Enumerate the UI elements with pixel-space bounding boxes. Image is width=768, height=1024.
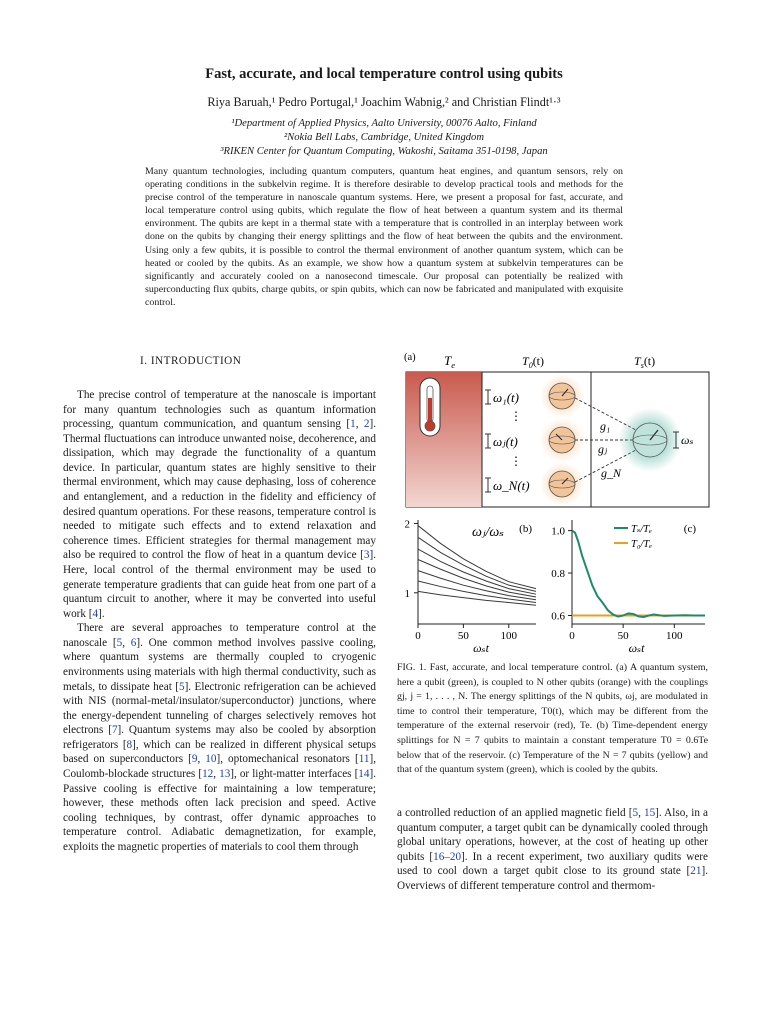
citation-link[interactable]: 12: [202, 768, 214, 781]
reservoir-temp-label: $T_e$: [444, 353, 456, 370]
qubits-temp-label: $T_0(t)$: [522, 354, 545, 370]
x-tick-label: 50: [457, 630, 469, 642]
legend-label: Tₛ/Tₑ: [631, 524, 652, 535]
citation-link[interactable]: 5: [632, 807, 639, 819]
legend-label: T₀/Tₑ: [631, 539, 652, 550]
gN-label: g_N: [601, 466, 622, 480]
citation-link[interactable]: 6: [130, 636, 137, 649]
intro-paragraph-2: There are several approaches to temperature control at the nanoscale [5, 6]. One common method involves passive cooling, where quantum systems are thermally coupled to cryogenic environments using materials with high thermal conductivity, such as metals, to dissipate heat [5]. Electronic refrigeration can be achieved with NIS (normal-metal/insulator/superconductor) junctions, where the energy-dependent tunneling of charges selectively removes hot electrons [7]. Quantum systems may also be cooled by absorption refrigerators [8], which can be realized in different physical setups based on superconductors [9, 10], optomechanical resonators [11], Coulomb-blockade structures [12, 13], or light-matter interfaces [14]. Passive cooling is effective for maintaining a low temperature; however, these methods often lack precision and speed. Active cooling techniques, by contrast, offer dynamic approaches to temperature control. Adiabatic demagnetization, for example, exploits the magnetic properties of materials to cool them through: [63, 622, 377, 853]
chart-b-title: ωⱼ/ωₛ: [471, 525, 505, 540]
y-tick-label: 0.8: [551, 568, 565, 581]
x-tick-label: 50: [617, 630, 629, 642]
qubit-orange-N: [540, 462, 584, 506]
omega-N-label: ω_N(t): [493, 478, 530, 493]
omega-1-label: ω₁(t): [493, 390, 519, 405]
affiliation-3: ³RIKEN Center for Quantum Computing, Wakoshi, Saitama 351-0198, Japan: [220, 146, 548, 157]
citation-link[interactable]: 8: [126, 738, 133, 751]
gj-label: gⱼ: [598, 442, 608, 456]
chart-b-panel-label: (b): [519, 523, 532, 535]
omega-s-label: ωₛ: [681, 433, 694, 447]
y-tick-label: 1.0: [551, 525, 565, 538]
citation-link[interactable]: 5: [178, 680, 185, 693]
qubit-orange-1: [540, 374, 584, 418]
x-tick-label: 0: [415, 630, 421, 642]
qubit-green-system: [618, 408, 682, 472]
citation-link[interactable]: 16–20: [433, 850, 462, 863]
citation-link[interactable]: 10: [205, 753, 217, 766]
citation-link[interactable]: 13: [219, 768, 231, 781]
chart-c-panel-label: (c): [683, 523, 696, 535]
x-tick-label: 100: [500, 630, 518, 642]
citation-link[interactable]: 5: [116, 636, 123, 649]
citation-link[interactable]: 3: [363, 549, 370, 562]
system-temp-label: $T_s(t)$: [634, 354, 656, 370]
panel-a-label: (a): [404, 352, 416, 363]
abstract: Many quantum technologies, including quantum computers, quantum heat engines, and quantum sensors, rely on operating conditions in the subkelvin regime. It is therefore desirable to develop practical tools and methods for the precise control of the temperature in nanoscale quantum systems. Here, we present a proposal for fast, accurate, and local temperature control using qubits, which regulate the flow of heat between a quantum system and its thermal environment. The qubits are kept in a thermal state with a temperature that is controlled in an interplay between work done on the qubits by changing their energy splittings and the flow of heat between the qubits and the environment. Using only a few qubits, it is possible to control the thermal environment of another quantum system, which can be heated or cooled by the qubits. As an example, we show how a quantum system at subkelvin temperatures can be significantly and accurately cooled on a nanosecond timescale. Our proposal can potentially be realized with superconducting flux qubits, charge qubits, or spin qubits, which can now be fabricated and manipulated with exquisite control.: [145, 166, 623, 308]
left-column: [63, 388, 376, 855]
y-tick-label: 2: [404, 518, 410, 531]
affiliation-1: ¹Department of Applied Physics, Aalto University, 00076 Aalto, Finland: [231, 118, 537, 129]
figure-panel-a: [396, 348, 714, 510]
citation-link[interactable]: 9: [191, 753, 198, 766]
citation-link[interactable]: 4: [92, 607, 99, 620]
citation-link[interactable]: 11: [358, 753, 370, 766]
figure-panel-c-chart: [540, 512, 712, 654]
citation-link[interactable]: 7: [111, 724, 118, 737]
figure-caption: FIG. 1. Fast, accurate, and local temperature control. (a) A quantum system, here a qubit (green), is coupled to N other qubits (orange) with the couplings gj, j = 1, . . . , N. The energy splittings of the N qubits, ωj, are modulated in time to control their temperature, T0(t), which may be different from the temperature of the external reservoir (red), Te. (b) Time-dependent energy splittings for N = 7 qubits to maintain a constant temperature T0 = 0.6Te below that of the reservoir. (c) Temperature of the N = 7 qubits (yellow) and that of the quantum system (green), which is cooled by the qubits.: [397, 662, 708, 776]
thermometer-icon: [420, 378, 440, 436]
author-list: Riya Baruah,¹ Pedro Portugal,¹ Joachim Wabnig,² and Christian Flindt¹·³: [207, 95, 561, 109]
section-heading: I. INTRODUCTION: [140, 355, 242, 367]
omega-j-label: ωⱼ(t): [493, 434, 518, 449]
figure-panel-b-chart: [396, 512, 556, 654]
citation-link[interactable]: 21: [690, 865, 702, 878]
y-tick-label: 0.6: [551, 610, 565, 623]
chart-c-xlabel: ωₛt: [628, 641, 645, 654]
paper-title: Fast, accurate, and local temperature control using qubits: [205, 66, 563, 82]
citation-link[interactable]: 1: [350, 418, 356, 431]
right-column: [397, 806, 708, 893]
x-tick-label: 0: [569, 630, 575, 642]
g1-label: g₁: [600, 419, 611, 433]
reservoir-block: [406, 372, 482, 507]
x-tick-label: 100: [666, 630, 683, 642]
dots-2: ⋮: [510, 454, 522, 468]
intro-paragraph-1: The precise control of temperature at the nanoscale is important for many quantum technologies such as quantum information processing, quantum communication, and quantum sensing [1, 2]. Thermal fluctuations can introduce unwanted noise, decoherence, and dissipation, which may degrade the functionality of a quantum device. In particular, quantum states are highly sensitive to their thermal environment, which may cause dephasing, loss of coherence and entanglement, and a reduction in the fidelity and efficiency of desired quantum operations. For these reasons, temperature control is needed to mitigate such effects and to extend relaxation and coherence times. Efficient strategies for thermal management may also be required to control the flow of heat in a quantum device [3]. Here, local control of the thermal environment may be used to generate temperature gradients that can guide heat from one part of a quantum circuit to another, where it may be converted into useful work [4].: [63, 389, 377, 620]
intro-paragraph-3: a controlled reduction of an applied magnetic field [5, 15]. Also, in a quantum computer, a target qubit can be dynamically cooled through global unitary operations, however, at the cost of heating up other qubits [16–20]. In a recent experiment, two auxiliary qudits were used to cool down a target qubit close to its ground state [21]. Overviews of different temperature control and thermom-: [397, 807, 709, 892]
series-line-j-4: [418, 560, 536, 597]
citation-link[interactable]: 2: [363, 418, 370, 431]
affiliation-2: ²Nokia Bell Labs, Cambridge, United Kingdom: [283, 132, 485, 143]
y-tick-label: 1: [404, 587, 410, 600]
chart-b-xlabel: ωₛt: [473, 641, 489, 654]
citation-link[interactable]: 14: [358, 768, 370, 781]
citation-link[interactable]: 15: [643, 807, 656, 819]
dots-1: ⋮: [510, 409, 522, 423]
